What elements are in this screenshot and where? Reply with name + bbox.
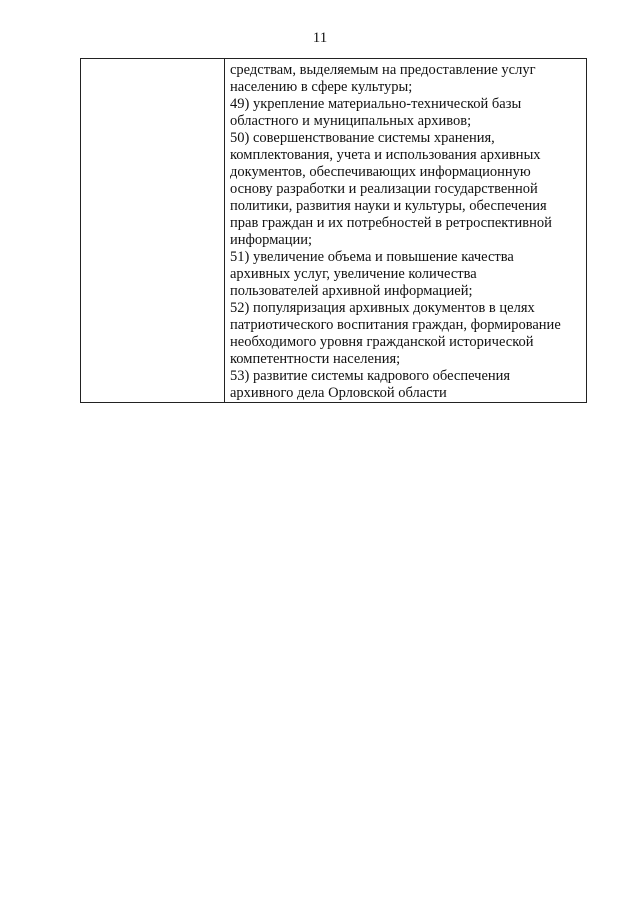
text-line: основу разработки и реализации государственной bbox=[230, 181, 538, 197]
text-line: патриотического воспитания граждан, формирование bbox=[230, 317, 561, 333]
text-line: архивных услуг, увеличение количества bbox=[230, 266, 477, 282]
document-table bbox=[80, 58, 587, 403]
text-line: населению в сфере культуры; bbox=[230, 79, 413, 95]
text-line: 53) развитие системы кадрового обеспечения bbox=[230, 368, 511, 384]
page-number: 11 bbox=[312, 30, 328, 46]
text-line: политики, развития науки и культуры, обеспечения bbox=[230, 198, 547, 214]
text-line: 50) совершенствование системы хранения, bbox=[230, 130, 495, 146]
text-line: 52) популяризация архивных документов в целях bbox=[230, 300, 535, 316]
text-line: прав граждан и их потребностей в ретроспективной bbox=[230, 215, 552, 231]
text-line: пользователей архивной информацией; bbox=[230, 283, 473, 299]
table-right-cell bbox=[225, 59, 586, 402]
table-left-cell bbox=[81, 59, 225, 402]
text-line: компетентности населения; bbox=[230, 351, 401, 367]
text-line: архивного дела Орловской области bbox=[230, 385, 447, 401]
text-line: документов, обеспечивающих информационную bbox=[230, 164, 531, 180]
text-line: областного и муниципальных архивов; bbox=[230, 113, 472, 129]
text-line: 51) увеличение объема и повышение качества bbox=[230, 249, 514, 265]
text-line: 49) укрепление материально-технической базы bbox=[230, 96, 522, 112]
text-line: средствам, выделяемым на предоставление услуг bbox=[230, 62, 536, 78]
text-line: необходимого уровня гражданской исторической bbox=[230, 334, 534, 350]
text-line: информации; bbox=[230, 232, 313, 248]
text-line: комплектования, учета и использования архивных bbox=[230, 147, 541, 163]
